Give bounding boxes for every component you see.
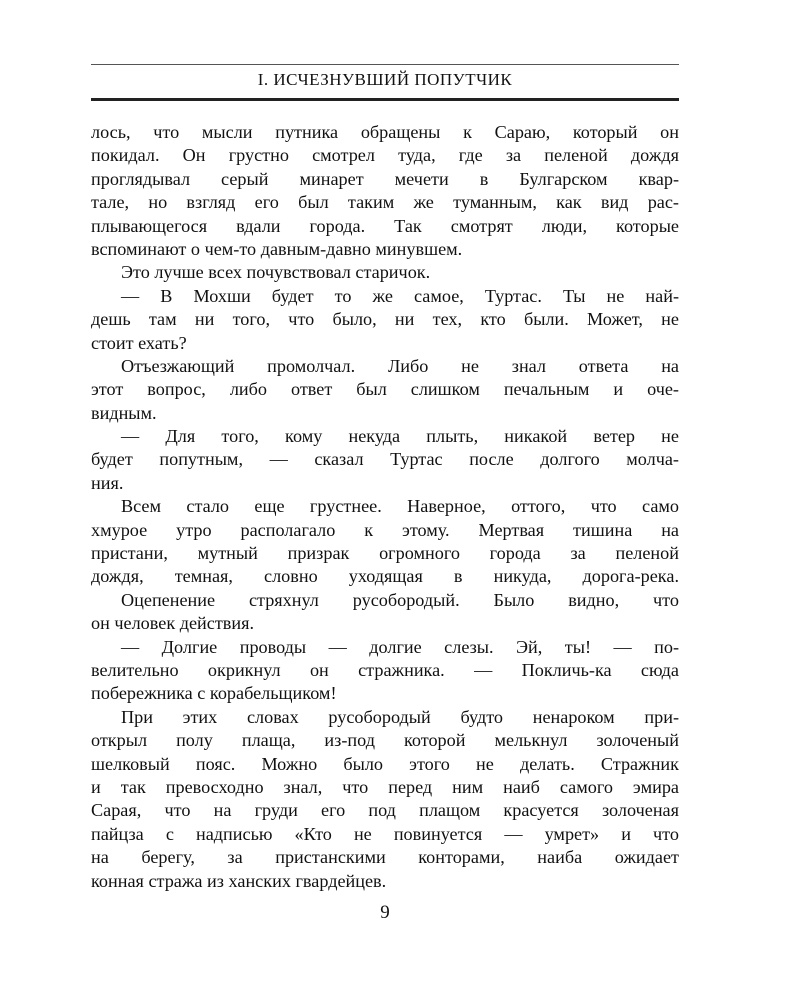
text-line: он человек действия.	[91, 613, 255, 634]
header-rule-thick	[91, 98, 679, 101]
text-line: ния.	[91, 472, 124, 493]
text-line: побережника с корабельщиком!	[91, 683, 337, 704]
text-line: дешь там ни того, что было, ни тех, кто были. Может, не	[91, 309, 679, 330]
text-line: открыл полу плаща, из-под которой мелькнул золоченый	[91, 730, 679, 751]
text-line: Это лучше всех почувствовал старичок.	[121, 262, 431, 283]
text-line: видным.	[91, 402, 157, 423]
text-line: — Для того, кому некуда плыть, никакой ветер не	[121, 426, 679, 447]
text-line: и так превосходно знал, что перед ним наиб самого эмира	[91, 776, 679, 797]
header-rule-thin	[91, 64, 679, 65]
running-head-title: I. ИСЧЕЗНУВШИЙ ПОПУТЧИК	[257, 70, 513, 89]
text-line: шелковый пояс. Можно было этого не делать. Стражник	[91, 753, 679, 774]
text-line: покидал. Он грустно смотрел туда, где за пеленой дождя	[91, 145, 679, 166]
text-line: стоит ехать?	[91, 332, 187, 353]
text-line: Отъезжающий промолчал. Либо не знал ответа на	[121, 355, 679, 376]
text-line: Всем стало еще грустнее. Наверное, оттого, что само	[121, 496, 679, 517]
text-line: лось, что мысли путника обращены к Сараю, который он	[91, 122, 679, 142]
body-text	[91, 121, 679, 893]
text-line: — Долгие проводы — долгие слезы. Эй, ты! — по-	[121, 636, 679, 657]
text-line: При этих словах русобородый будто ненароком при-	[121, 706, 679, 727]
text-line: дождя, темная, словно уходящая в никуда, дорога-река.	[91, 566, 679, 587]
text-line: Оцепенение стряхнул русобородый. Было видно, что	[121, 589, 679, 610]
text-line: плывающегося вдали города. Так смотрят люди, которые	[91, 215, 679, 236]
text-line: конная стража из ханских гвардейцев.	[91, 870, 387, 891]
text-line: пристани, мутный призрак огромного города за пеленой	[91, 543, 679, 564]
text-line: на берегу, за пристанскими конторами, наиба ожидает	[91, 847, 679, 868]
text-line: будет попутным, — сказал Туртас после долгого молча-	[91, 449, 679, 470]
text-line: Сарая, что на груди его под плащом красуется золоченая	[91, 800, 679, 821]
text-line: этот вопрос, либо ответ был слишком печальным и оче-	[91, 379, 679, 400]
page-number: 9	[380, 902, 390, 923]
text-line: пайцза с надписью «Кто не повинуется — умрет» и что	[91, 823, 679, 844]
text-line: — В Мохши будет то же самое, Туртас. Ты не най-	[121, 285, 679, 306]
text-line: вспоминают о чем-то давным-давно минувшем.	[91, 238, 463, 259]
text-line: хмурое утро располагало к этому. Мертвая тишина на	[91, 519, 679, 540]
text-line: велительно окрикнул он стражника. — Покличь-ка сюда	[91, 659, 679, 680]
text-line: проглядывал серый минарет мечети в Булгарском квар-	[91, 168, 679, 189]
text-line: тале, но взгляд его был таким же туманным, как вид рас-	[91, 192, 679, 213]
